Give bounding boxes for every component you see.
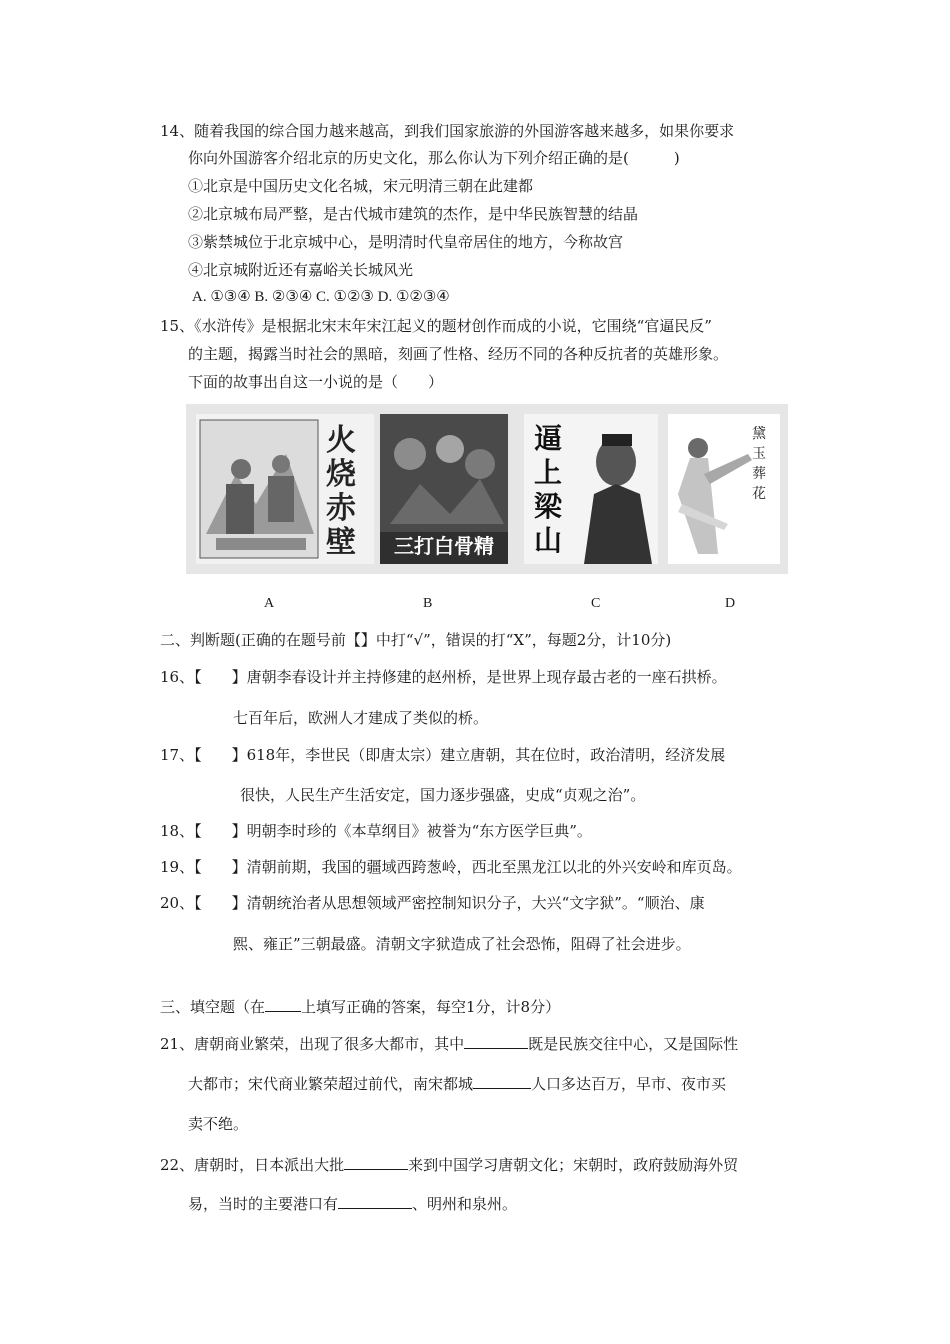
- q18-lead: 18、【 】明朝李时珍的《本草纲目》被誉为“东方医学巨典”。: [160, 822, 592, 840]
- q14-item-2: ②北京城布局严整，是古代城市建筑的杰作，是中华民族智慧的结晶: [188, 205, 639, 223]
- q20-cont: 熙、雍正”三朝最盛。清朝文字狱造成了社会恐怖，阻碍了社会进步。: [233, 935, 691, 953]
- q14-options: A. ①③④ B. ②③④ C. ①②③ D. ①②③④: [192, 289, 450, 305]
- q22-blank-2[interactable]: [338, 1194, 412, 1209]
- image-b-title: 三打白骨精: [394, 534, 494, 558]
- q19-lead: 19、【 】清朝前期，我国的疆域西跨葱岭，西北至黑龙江以北的外兴安岭和库页岛。: [160, 858, 742, 876]
- q22-text-1b: 来到中国学习唐朝文化；宋朝时，政府鼓励海外贸: [408, 1156, 739, 1174]
- section2-heading: 二、判断题(正确的在题号前【】中打“√”，错误的打“X”，每题2分，计10分): [160, 631, 672, 649]
- image-a: [196, 414, 374, 564]
- section3-heading-b: 上填写正确的答案，每空1分，计8分）: [301, 998, 561, 1016]
- q21-line1: [160, 1034, 738, 1054]
- image-d: [668, 414, 780, 564]
- caption-a: A: [264, 596, 275, 611]
- q17-cont: 很快，人民生产生活安定，国力逐步强盛，史成“贞观之治”。: [240, 786, 646, 804]
- q21-text-2b: 人口多达百万，早市、夜市买: [531, 1075, 727, 1093]
- q14-line1: 14、随着我国的综合国力越来越高，到我们国家旅游的外国游客越来越多，如果你要求: [160, 122, 735, 140]
- q21-line3: 卖不绝。: [188, 1115, 249, 1133]
- image-c: [524, 414, 658, 564]
- q22-text-2b: 、明州和泉州。: [412, 1195, 518, 1213]
- q21-blank-1[interactable]: [464, 1034, 528, 1049]
- q21-text-2a: 大都市；宋代商业繁荣超过前代，南宋都城: [188, 1075, 474, 1093]
- caption-b: B: [423, 596, 433, 611]
- caption-c: C: [591, 596, 601, 611]
- q14-item-1: ①北京是中国历史文化名城，宋元明清三朝在此建都: [188, 177, 534, 195]
- q22-line1: [160, 1155, 738, 1175]
- q21-blank-2[interactable]: [473, 1074, 531, 1089]
- q15-line3: 下面的故事出自这一小说的是（ ）: [188, 373, 444, 391]
- heading-blank: [265, 997, 301, 1012]
- q22-text-1a: 22、唐朝时，日本派出大批: [160, 1156, 345, 1174]
- image-b: [380, 414, 508, 564]
- q14-item-4: ④北京城附近还有嘉峪关长城风光: [188, 261, 414, 279]
- q16-cont: 七百年后，欧洲人才建成了类似的桥。: [233, 709, 489, 727]
- image-d-title: 黛玉葬花: [752, 426, 766, 502]
- q14-line2: 你向外国游客介绍北京的历史文化，那么你认为下列介绍正确的是( ): [188, 149, 680, 167]
- q20-lead: 20、【 】清朝统治者从思想领域严密控制知识分子，大兴“文字狱”。“顺治、康: [160, 894, 705, 912]
- q21-text-1a: 21、唐朝商业繁荣，出现了很多大都市，其中: [160, 1035, 465, 1053]
- q22-blank-1[interactable]: [344, 1155, 408, 1170]
- section3-heading-a: 三、填空题（在: [160, 998, 266, 1016]
- caption-d: D: [725, 596, 736, 611]
- q15-line2: 的主题，揭露当时社会的黑暗，刻画了性格、经历不同的各种反抗者的英雄形象。: [188, 345, 729, 363]
- q21-text-1b: 既是民族交往中心，又是国际性: [528, 1035, 739, 1053]
- q15-image-strip: [186, 404, 788, 574]
- image-c-title: 逼上梁山: [534, 422, 563, 557]
- section3-heading: [160, 997, 560, 1017]
- q22-line2: [188, 1194, 517, 1214]
- q21-line2: [188, 1074, 726, 1094]
- q17-lead: 17、【 】618年，李世民（即唐太宗）建立唐朝，其在位时，政治清明，经济发展: [160, 746, 726, 764]
- q15-line1: 15、《水浒传》是根据北宋末年宋江起义的题材创作而成的小说，它围绕“官逼民反”: [160, 317, 712, 335]
- q22-text-2a: 易，当时的主要港口有: [188, 1195, 339, 1213]
- image-a-title: 火烧赤壁: [326, 423, 356, 560]
- q16-lead: 16、【 】唐朝李春设计并主持修建的赵州桥，是世界上现存最古老的一座石拱桥。: [160, 668, 727, 686]
- q14-item-3: ③紫禁城位于北京城中心，是明清时代皇帝居住的地方，今称故宫: [188, 233, 624, 251]
